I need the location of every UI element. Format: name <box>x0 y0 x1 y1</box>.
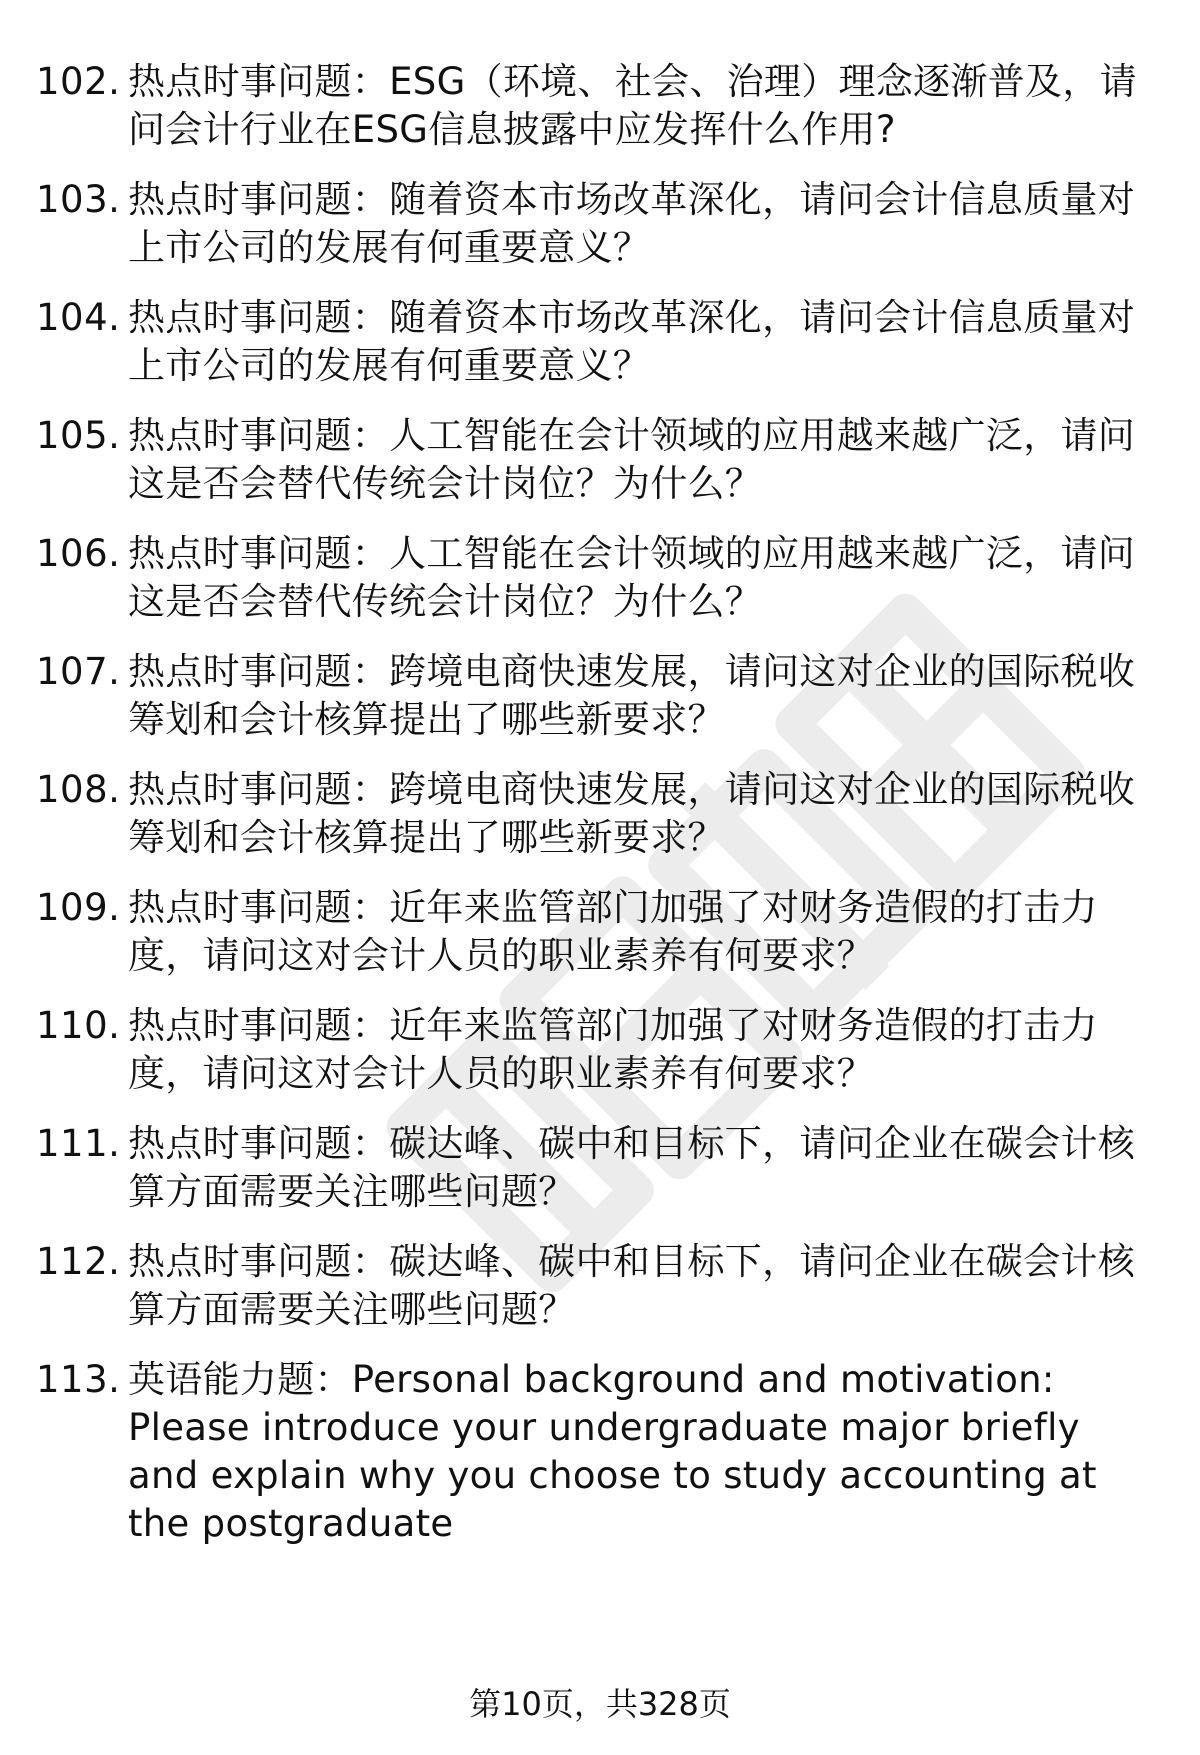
question-text: 热点时事问题：人工智能在会计领域的应用越来越广泛，请问这是否会替代传统会计岗位？为什么？ <box>128 414 1136 505</box>
question-number: 112. <box>36 1240 121 1283</box>
question-number: 106. <box>36 532 121 575</box>
question-number: 113. <box>36 1358 121 1401</box>
question-text: 热点时事问题：碳达峰、碳中和目标下，请问企业在碳会计核算方面需要关注哪些问题？ <box>128 1122 1136 1213</box>
question-text: 热点时事问题：随着资本市场改革深化，请问会计信息质量对上市公司的发展有何重要意义？ <box>128 178 1136 269</box>
question-number: 109. <box>36 886 121 929</box>
question-text: 热点时事问题：近年来监管部门加强了对财务造假的打击力度，请问这对会计人员的职业素养有何要求？ <box>128 1004 1098 1095</box>
question-text: 热点时事问题：近年来监管部门加强了对财务造假的打击力度，请问这对会计人员的职业素养有何要求？ <box>128 886 1098 977</box>
question-number: 102. <box>36 60 121 103</box>
page-footer: 第10页，共328页 <box>469 1685 731 1723</box>
question-text: 热点时事问题：碳达峰、碳中和目标下，请问企业在碳会计核算方面需要关注哪些问题？ <box>128 1240 1136 1331</box>
question-number: 108. <box>36 768 121 811</box>
question-number: 105. <box>36 414 121 457</box>
question-number: 111. <box>36 1122 121 1165</box>
question-text: 热点时事问题：随着资本市场改革深化，请问会计信息质量对上市公司的发展有何重要意义？ <box>128 296 1136 387</box>
question-text: 热点时事问题：ESG（环境、社会、治理）理念逐渐普及，请问会计行业在ESG信息披露中应发挥什么作用? <box>128 60 1137 151</box>
question-number: 103. <box>36 178 121 221</box>
question-number: 107. <box>36 650 121 693</box>
question-text: 英语能力题：Personal background and motivation: Please introduce your undergraduate major briefly and explain why you choose to study accounting at the postgraduate <box>128 1358 1097 1545</box>
question-number: 110. <box>36 1004 121 1047</box>
question-text: 热点时事问题：跨境电商快速发展，请问这对企业的国际税收筹划和会计核算提出了哪些新要求？ <box>128 768 1136 859</box>
question-text: 热点时事问题：人工智能在会计领域的应用越来越广泛，请问这是否会替代传统会计岗位？为什么？ <box>128 532 1136 623</box>
question-number: 104. <box>36 296 121 339</box>
question-text: 热点时事问题：跨境电商快速发展，请问这对企业的国际税收筹划和会计核算提出了哪些新要求？ <box>128 650 1136 741</box>
